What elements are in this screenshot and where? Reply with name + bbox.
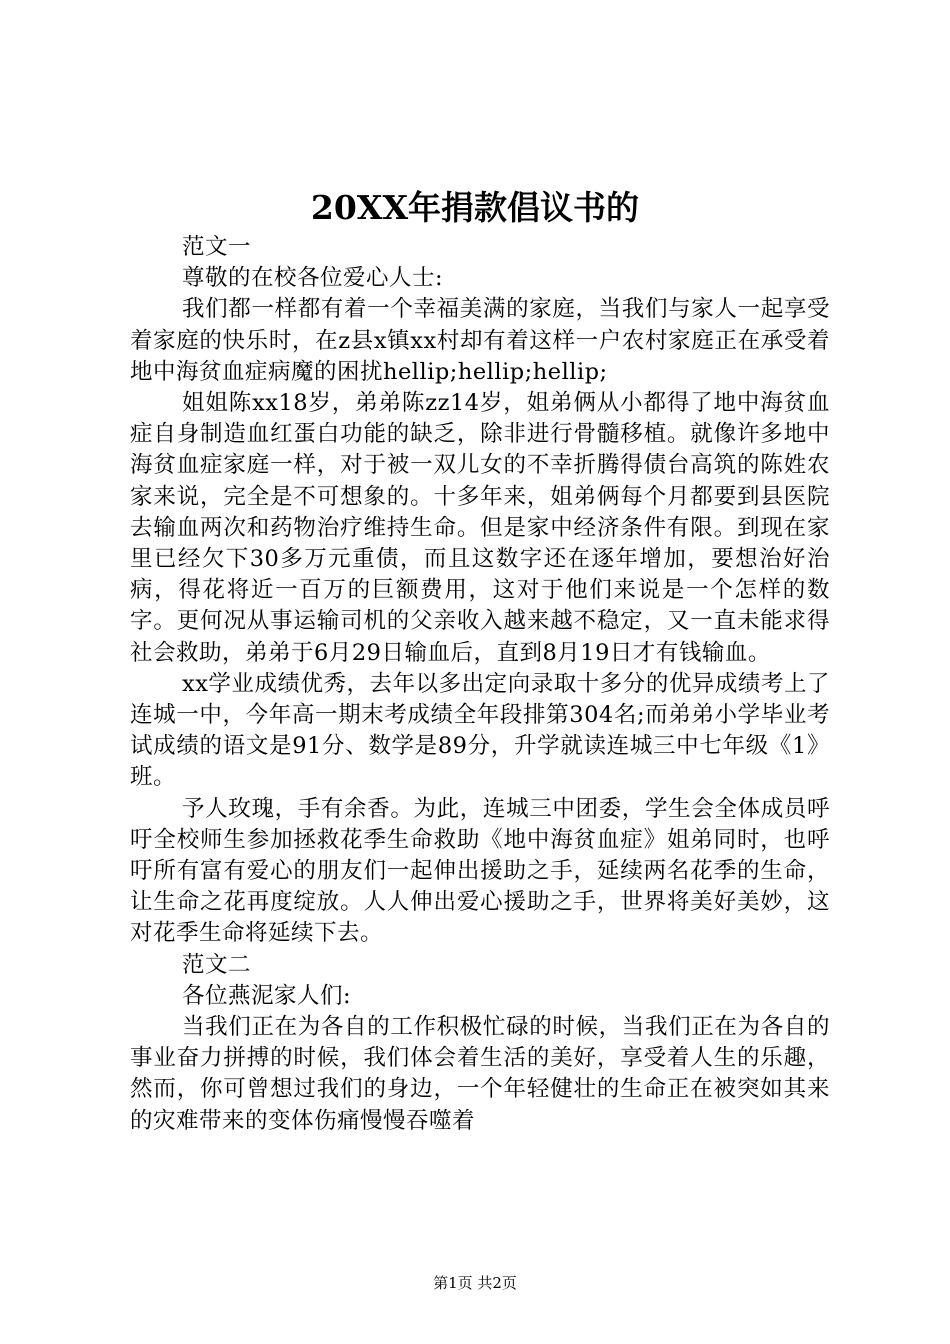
paragraph: 姐姐陈xx18岁，弟弟陈zz14岁，姐弟俩从小都得了地中海贫血症自身制造血红蛋白功能的缺乏，除非进行骨髓移植。就像许多地中海贫血症家庭一样，对于被一双儿女的不幸折腾得债台高筑的陈姓农家来说，完全是不可想象的。十多年来，姐弟俩每个月都要到县医院去输血两次和药物治疗维持生命。但是家中经济条件有限。到现在家里已经欠下30多万元重债，而且这数字还在逐年增加，要想治好治病，得花将近一百万的巨额费用，这对于他们来说是一个怎样的数字。更何况从事运输司机的父亲收入越来越不稳定，又一直未能求得社会救助，弟弟于6月29日输血后，直到8月19日才有钱输血。 [130, 390, 830, 666]
document-title: 20XX年捐款倡议书的 [310, 188, 640, 227]
salutation-2: 各位燕泥家人们: [182, 982, 352, 1009]
section-heading-2: 范文二 [182, 951, 252, 978]
document-body [130, 232, 830, 1137]
paragraph: 予人玫瑰，手有余香。为此，连城三中团委，学生会全体成员呼吁全校师生参加拯救花季生命救助《地中海贫血症》姐弟同时，也呼吁所有富有爱心的朋友们一起伸出援助之手，延续两名花季的生命，让生命之花再度绽放。人人伸出爱心援助之手，世界将美好美妙，这对花季生命将延续下去。 [130, 795, 830, 947]
paragraph: 我们都一样都有着一个幸福美满的家庭，当我们与家人一起享受着家庭的快乐时，在z县x镇xx村却有着这样一户农村家庭正在承受着地中海贫血症病魔的困扰hellip;hellip;hellip; [130, 296, 830, 385]
salutation-1: 尊敬的在校各位爱心人士: [182, 265, 444, 292]
paragraph: xx学业成绩优秀，去年以多出定向录取十多分的优异成绩考上了连城一中，今年高一期末考成绩全年段排第304名;而弟弟小学毕业考试成绩的语文是91分、数学是89分，升学就读连城三中七年级《1》班。 [130, 670, 830, 791]
section-heading-1: 范文一 [182, 234, 252, 260]
page-footer: 第1页 共2页 [433, 1274, 517, 1292]
paragraph: 当我们正在为各自的工作积极忙碌的时候，当我们正在为各自的事业奋力拼搏的时候，我们体会着生活的美好，享受着人生的乐趣，然而，你可曾想过我们的身边，一个年轻健壮的生命正在被突如其来的灾难带来的变体伤痛慢慢吞噬着 [130, 1014, 830, 1134]
